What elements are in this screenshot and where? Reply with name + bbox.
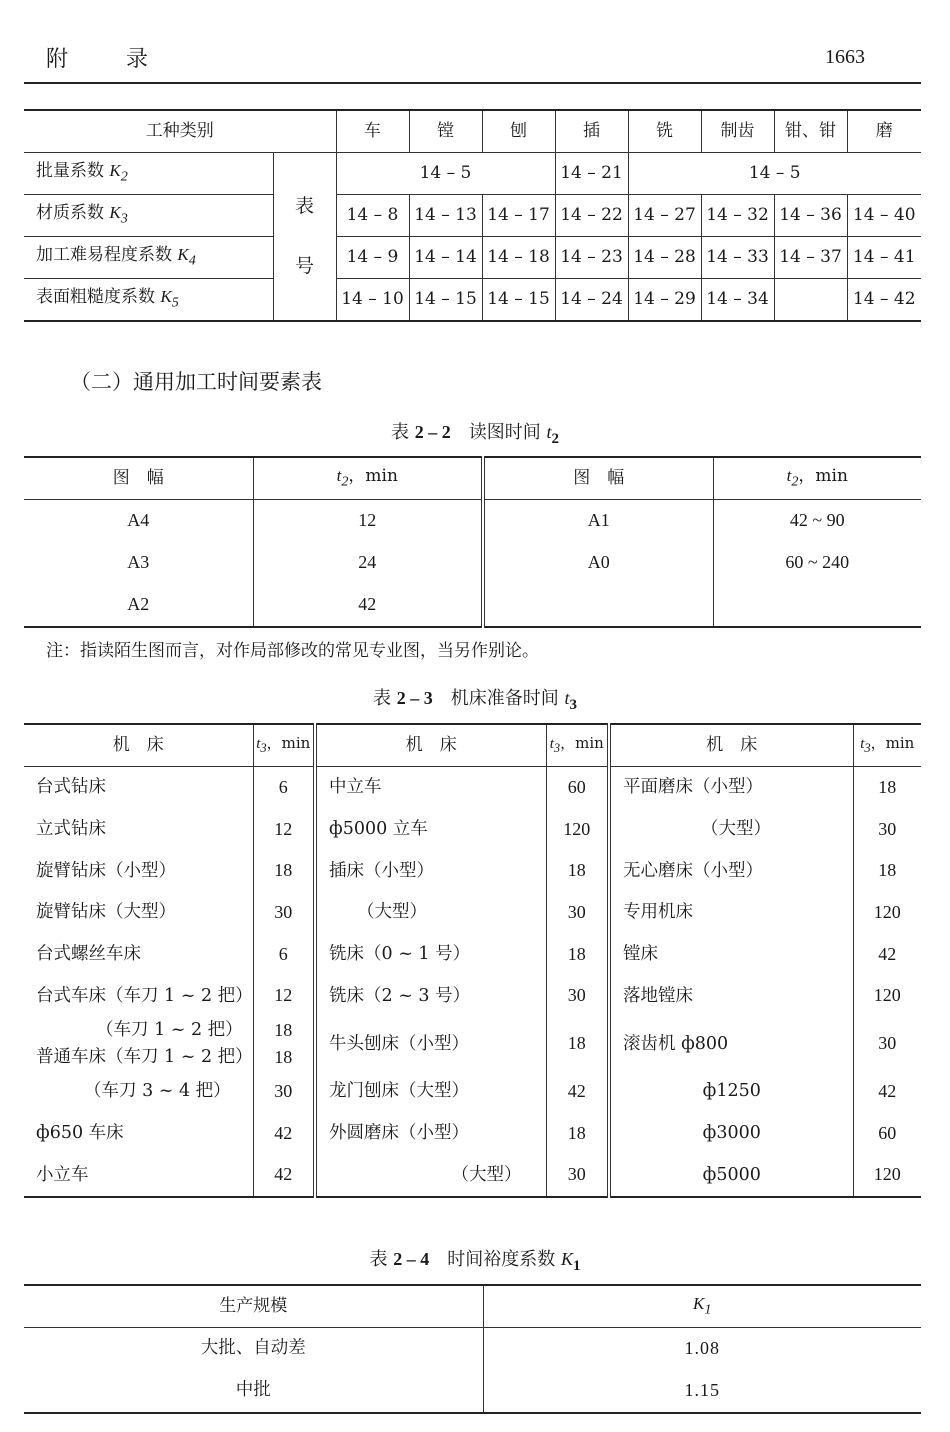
page-number: 1663: [825, 46, 865, 68]
table-cell: [713, 584, 921, 627]
column-header: 生产规模: [24, 1285, 483, 1328]
table-cell: A3: [127, 552, 150, 573]
column-header: 机 床: [609, 724, 853, 767]
table-row: [24, 975, 921, 1017]
machine-name: 立式钻床: [36, 818, 106, 839]
time-value: 6: [253, 767, 315, 809]
column-header: $t_3$，min: [546, 724, 609, 767]
table-row: [24, 1113, 921, 1155]
table-row: [24, 1017, 921, 1071]
table-header-row: [24, 1285, 921, 1328]
row-label: 表面粗糙度系数 $K_5$: [24, 279, 273, 322]
table-row: [24, 809, 921, 851]
time-value: 12: [253, 809, 315, 851]
table-cell: 14 – 42: [847, 279, 921, 322]
drawing-reading-time-table: [24, 456, 921, 628]
table-row: [24, 892, 921, 934]
table-cell: 14 – 21: [555, 153, 628, 195]
machine-name: 台式车床（车刀 1 ~ 2 把）: [36, 985, 253, 1006]
table-cell: A0: [483, 542, 713, 584]
table-caption-2-3: 表 2 – 3 机床准备时间 $t_3$: [373, 688, 577, 713]
machine-name: 滚齿机 ф800: [609, 1017, 853, 1071]
table-header-row: [24, 724, 921, 767]
table-cell: 1.15: [483, 1370, 921, 1413]
table-cell: 14 – 5: [628, 153, 921, 195]
machine-name: 旋臂钻床（小型）: [36, 860, 176, 881]
time-value: 30: [546, 1155, 609, 1198]
column-header: 铣: [628, 110, 701, 153]
machine-name: ф650 车床: [36, 1123, 124, 1144]
table-cell: 14 – 17: [482, 195, 555, 237]
time-value: 18: [253, 850, 315, 892]
machine-name: （大型）: [315, 892, 546, 934]
table-cell: 14 – 15: [409, 279, 482, 322]
time-allowance-coefficient-table: [24, 1284, 921, 1414]
table-cell: 14 – 23: [555, 237, 628, 279]
column-header: 钳、钳: [774, 110, 847, 153]
table-row: [24, 584, 921, 627]
table-cell: 1.08: [483, 1328, 921, 1371]
table-row: [24, 850, 921, 892]
table-cell: 14 – 29: [628, 279, 701, 322]
column-header: 制齿: [701, 110, 774, 153]
table-row: [24, 279, 921, 322]
table-row: [24, 237, 921, 279]
time-value: 30: [253, 892, 315, 934]
table-cell: 24: [253, 542, 483, 584]
table-cell: 42: [253, 584, 483, 627]
machine-name: 铣床（2 ~ 3 号）: [315, 975, 546, 1017]
machine-name: 专用机床: [609, 892, 853, 934]
table-cell: 大批、自动差: [200, 1338, 306, 1359]
table-cell: 14 – 10: [336, 279, 409, 322]
machine-name: （大型）: [315, 1155, 546, 1198]
section-title: （二）通用加工时间要素表: [70, 370, 322, 394]
table-caption-2-4: 表 2 – 4 时间裕度系数 $K_1$: [369, 1249, 581, 1274]
row-label: 批量系数 $K_2$: [24, 153, 273, 195]
machine-name: 镗床: [609, 934, 853, 976]
header-section: 附 录: [46, 47, 167, 72]
machine-name: 旋臂钻床（大型）: [36, 902, 176, 923]
table-caption-2-2: 表 2 – 2 读图时间 $t_2$: [391, 422, 559, 447]
table-cell: [483, 584, 713, 627]
machine-name: 龙门刨床（大型）: [315, 1071, 546, 1113]
time-value: 12: [253, 975, 315, 1017]
machine-name: ф5000 立车: [315, 809, 546, 851]
machine-name: 台式钻床: [36, 777, 106, 798]
time-value: 42: [546, 1071, 609, 1113]
table-row: [24, 1370, 921, 1413]
machine-name: 小立车: [36, 1164, 89, 1185]
time-value: 30: [853, 809, 921, 851]
time-value: 18: [546, 850, 609, 892]
table-cell: 14 – 32: [701, 195, 774, 237]
table-cell: 14 – 24: [555, 279, 628, 322]
table-row: [24, 195, 921, 237]
time-value: 18: [546, 1113, 609, 1155]
machine-name: 平面磨床（小型）: [609, 767, 853, 809]
table-cell: 14 – 14: [409, 237, 482, 279]
table-cell: 12: [253, 500, 483, 543]
table-note: 注：指读陌生图而言，对作局部修改的常见专业图，当另作别论。: [46, 641, 539, 661]
table-cell: A2: [127, 594, 150, 615]
time-value: 6: [253, 934, 315, 976]
machine-name: 牛头刨床（小型）: [315, 1017, 546, 1071]
column-header: 插: [555, 110, 628, 153]
machine-name: 插床（小型）: [315, 850, 546, 892]
column-header: $t_2$，min: [713, 457, 921, 500]
table-cell: 42 ~ 90: [713, 500, 921, 543]
page-header: [24, 42, 921, 84]
table-row: [24, 1155, 921, 1198]
machine-name-multiline: （车刀 1 ~ 2 把） 普通车床（车刀 1 ~ 2 把）: [36, 1020, 253, 1068]
row-label: 加工难易程度系数 $K_4$: [24, 237, 273, 279]
table-header-row: [24, 110, 921, 153]
time-value: 30: [253, 1071, 315, 1113]
table-row: [24, 1071, 921, 1113]
time-value: 30: [546, 892, 609, 934]
machine-name: 外圆磨床（小型）: [315, 1113, 546, 1155]
time-value: 18: [853, 767, 921, 809]
table-cell: 14 – 15: [482, 279, 555, 322]
table-cell: 14 – 13: [409, 195, 482, 237]
column-header: 图 幅: [24, 457, 253, 500]
time-value: 42: [853, 1071, 921, 1113]
table-cell: [774, 279, 847, 322]
table-cell: 14 – 40: [847, 195, 921, 237]
machine-name: 台式螺丝车床: [36, 943, 141, 964]
time-value: 60: [546, 767, 609, 809]
time-value: 30: [546, 975, 609, 1017]
table-row: [24, 542, 921, 584]
machine-name: 无心磨床（小型）: [609, 850, 853, 892]
column-header: 机 床: [315, 724, 546, 767]
machine-name: （大型）: [609, 809, 853, 851]
time-value: 120: [853, 975, 921, 1017]
time-value-multiline: 18 18: [253, 1017, 315, 1071]
table-cell: 60 ~ 240: [713, 542, 921, 584]
table-cell: 14 – 36: [774, 195, 847, 237]
time-value: 18: [546, 1017, 609, 1071]
table-number-mark: 表 号: [273, 153, 336, 322]
table-header-row: [24, 457, 921, 500]
table-cell: 14 – 9: [336, 237, 409, 279]
time-value: 30: [853, 1017, 921, 1071]
table-cell: 14 – 37: [774, 237, 847, 279]
column-header: 机 床: [24, 724, 253, 767]
table-cell: 14 – 34: [701, 279, 774, 322]
table-cell: 中批: [235, 1380, 271, 1401]
time-value: 120: [853, 1155, 921, 1198]
table-row: [24, 1328, 921, 1371]
column-header: $t_2$，min: [253, 457, 483, 500]
column-header: 镗: [409, 110, 482, 153]
time-value: 120: [853, 892, 921, 934]
machine-name: 落地镗床: [609, 975, 853, 1017]
machine-name: ф5000: [609, 1155, 853, 1198]
table-cell: 14 – 18: [482, 237, 555, 279]
column-header: 磨: [847, 110, 921, 153]
table-cell: 14 – 27: [628, 195, 701, 237]
header-work-type: 工种类别: [24, 110, 336, 153]
time-value: 42: [853, 934, 921, 976]
table-cell: 14 – 5: [336, 153, 555, 195]
machine-name: ф3000: [609, 1113, 853, 1155]
machine-name: ф1250: [609, 1071, 853, 1113]
table-row: [24, 767, 921, 809]
time-value: 42: [253, 1113, 315, 1155]
machine-name: 中立车: [315, 767, 546, 809]
table-cell: 14 – 28: [628, 237, 701, 279]
table-row: [24, 934, 921, 976]
column-header: 刨: [482, 110, 555, 153]
column-header: $t_3$，min: [253, 724, 315, 767]
row-label: 材质系数 $K_3$: [24, 195, 273, 237]
table-cell: 14 – 33: [701, 237, 774, 279]
table-cell: 14 – 22: [555, 195, 628, 237]
time-value: 18: [853, 850, 921, 892]
column-header: 车: [336, 110, 409, 153]
table-row: [24, 500, 921, 543]
machine-name: （车刀 3 ~ 4 把）: [84, 1081, 231, 1102]
table-cell: 14 – 8: [336, 195, 409, 237]
table-cell: 14 – 41: [847, 237, 921, 279]
column-header: 图 幅: [483, 457, 713, 500]
table-cell: A1: [483, 500, 713, 543]
time-value: 42: [253, 1155, 315, 1198]
time-value: 18: [546, 934, 609, 976]
time-value: 120: [546, 809, 609, 851]
machine-name: 铣床（0 ~ 1 号）: [315, 934, 546, 976]
machine-preparation-time-table: [24, 723, 921, 1198]
work-type-coefficient-table: [24, 109, 921, 322]
column-header: $t_3$，min: [853, 724, 921, 767]
time-value: 60: [853, 1113, 921, 1155]
table-row: [24, 153, 921, 195]
table-cell: A4: [127, 510, 150, 531]
column-header: $K_1$: [483, 1285, 921, 1328]
